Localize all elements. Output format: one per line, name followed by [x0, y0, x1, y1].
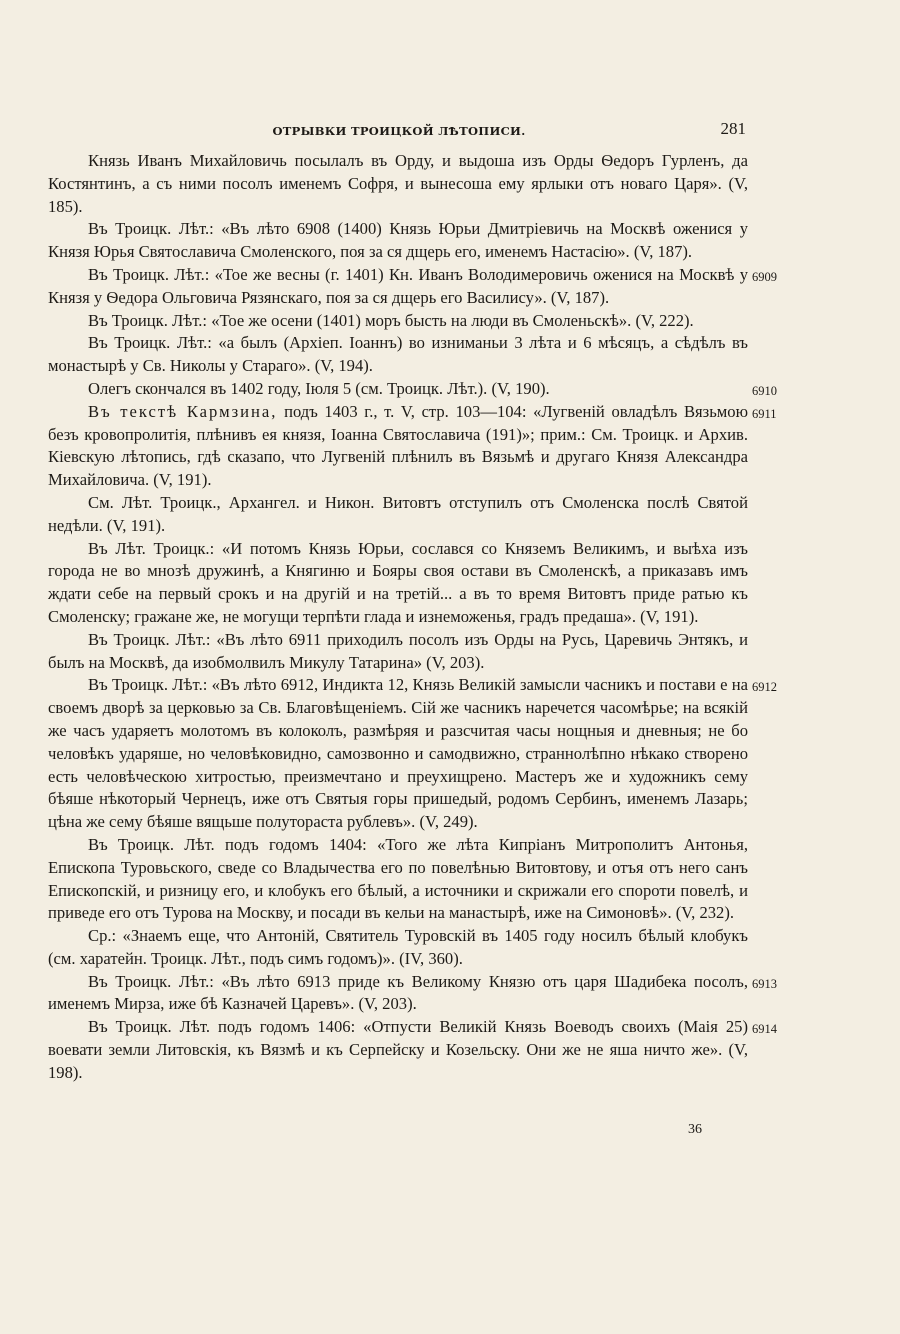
- paragraph: [48, 674, 777, 834]
- paragraph-text: Князь Иванъ Михайловичь посылалъ въ Орду, и выдоша изъ Орды Ѳедоръ Гурленъ, да Костянтинъ, а съ ними посолъ именемъ Софря, и вынесоша ему ярлыки отъ новаго Царя». (V, 185).: [48, 151, 748, 216]
- paragraph-text: Въ Троицк. Лѣт.: «Въ лѣто 6908 (1400) Князь Юрьи Дмитріевичь на Москвѣ оженися у Князя Юрья Святославича Смоленского, поя за ся дщерь его, именемъ Настасію». (V, 187).: [48, 219, 748, 262]
- paragraph-text: Въ Троицк. Лѣт.: «Въ лѣто 6912, Индикта 12, Князь Великій замысли часникъ и постави е на своемъ дворѣ за церковью за Св. Благовѣщеніемъ. Сій же часникъ наречется часомѣрье; на всякій же часъ ударяетъ молотомъ въ колоколъ, размѣряя и разсчитая часы нощныя и дневныя; не бо человѣкъ ударяше, но человѣковидно, самозвонно и самодвижно, страннолѣпно нѣкако створено есть человѣческою хитростью, преизмечтано и преухищрено. Мастеръ же и художникъ сему бѣяше нѣкоторый Чернецъ, иже отъ Святыя горы пришедый, родомъ Сербинъ, именемъ Лазарь; цѣна же сему бѣяше вящьше полутораста рублевъ». (V, 249).: [48, 675, 748, 832]
- page-number: 281: [720, 119, 746, 138]
- paragraph: [48, 834, 748, 925]
- margin-year-note: 6910: [752, 383, 777, 398]
- paragraph: [48, 332, 748, 378]
- paragraph-text: Олегъ скончался въ 1402 году, Іюля 5 (см. Троицк. Лѣт.). (V, 190).: [88, 378, 550, 398]
- paragraph-text: Въ Троицк. Лѣт.: «Въ лѣто 6913 приде къ Великому Князю отъ царя Шадибека посолъ, именемъ Мирза, иже бѣ Казначей Царевъ». (V, 203).: [48, 971, 748, 1014]
- printer-signature-mark: 36: [688, 1122, 702, 1137]
- paragraph: [48, 971, 777, 1017]
- paragraph: [48, 925, 748, 971]
- margin-year-note: 6914: [752, 1022, 777, 1037]
- page-header: [48, 117, 750, 143]
- paragraph-text: Въ Троицк. Лѣт.: «Въ лѣто 6911 приходилъ посолъ изъ Орды на Русь, Царевичь Энтякъ, и былъ на Москвѣ, да изобмолвилъ Микулу Татарина» (V, 203).: [48, 629, 748, 672]
- paragraph: [48, 264, 777, 310]
- paragraph-text: Въ Троицк. Лѣт.: «а былъ (Архіеп. Іоаннъ) во изниманьи 3 лѣта и 6 мѣсяцъ, а сѣдѣлъ въ монастырѣ у Св. Николы у Стараго». (V, 194).: [48, 333, 748, 376]
- paragraph-text: Въ Лѣт. Троицк.: «И потомъ Князь Юрьи, сослався со Княземъ Великимъ, и выѣха изъ города не во мнозѣ дружинѣ, а Княгиню и Бояры своя остави въ Смоленскѣ, а приказавъ имъ ждати себе на первый срокъ и на другій и на третій... а въ то время Витовтъ приде ратью къ Смоленску; гражане же, не могущи терпѣти глада и изнеможенья, градъ предаша». (V, 191).: [48, 538, 748, 626]
- margin-year-note: 6909: [752, 269, 777, 284]
- margin-year-note: 6912: [752, 680, 777, 695]
- paragraph: [48, 1016, 777, 1084]
- paragraph: [48, 401, 777, 492]
- margin-year-note: 6913: [752, 976, 777, 991]
- paragraph-text: Въ Троицк. Лѣт. подъ годомъ 1406: «Отпусти Великій Князь Воеводъ своихъ (Маія 25) воевати земли Литовскія, къ Вязмѣ и къ Серпейску и Козельску. Они же не яша ничто же». (V, 198).: [48, 1017, 748, 1082]
- paragraph: [48, 492, 748, 538]
- paragraph: [48, 629, 748, 675]
- paragraph-text: Въ Троицк. Лѣт.: «Тое же весны (г. 1401) Кн. Иванъ Володимеровичь оженися на Москвѣ у Князя у Ѳедора Ольговича Рязянскаго, поя за ся дщерь его Василису». (V, 187).: [48, 264, 748, 307]
- paragraph-text: Въ Троицк. Лѣт. подъ годомъ 1404: «Того же лѣта Кипріанъ Митрополитъ Антонья, Епископа Туровьского, сведе со Владычества его по повелѣнью Витовтову, и отъя отъ него санъ Епископскій, и ризницу его, и клобукъ его бѣлый, а источники и скрижали его спороти повелѣ, и приведе его отъ Турова на Москву, и посади въ кельи на манастырѣ, иже на Симоновѣ». (V, 232).: [48, 834, 748, 923]
- paragraph: [48, 310, 748, 333]
- paragraph: [48, 378, 777, 401]
- body-text: [48, 150, 777, 1085]
- paragraph-text: Въ текстѣ Кармзина, подъ 1403 г., т. V, стр. 103—104: «Лугвеній овладѣлъ Вязьмою безъ кровопролитія, плѣнивъ ея князя, Іоанна Святославича (191)»; прим.: См. Троицк. и Архив. Кіевскую лѣтопись, гдѣ сказапо, что Лугвеній плѣнилъ въ Вязьмѣ и другаго Князя Александра Михайловича. (V, 191).: [48, 401, 748, 490]
- running-title: ОТРЫВКИ ТРОИЦКОЙ ЛѢТОПИСИ.: [272, 124, 526, 138]
- paragraph: [48, 538, 748, 629]
- paragraph: [48, 150, 748, 218]
- paragraph-text: См. Лѣт. Троицк., Архангел. и Никон. Витовтъ отступилъ отъ Смоленска послѣ Святой недѣли. (V, 191).: [48, 492, 748, 535]
- paragraph-text: Въ Троицк. Лѣт.: «Тое же осени (1401) моръ бысть на люди въ Смоленьскѣ». (V, 222).: [88, 310, 694, 330]
- paragraph-text: Ср.: «Знаемъ еще, что Антоній, Святитель Туровскій въ 1405 году носилъ бѣлый клобукъ (см. харатейн. Троицк. Лѣт., подъ симъ годомъ)». (IV, 360).: [48, 926, 748, 968]
- paragraph: [48, 218, 748, 264]
- margin-year-note: 6911: [752, 406, 777, 421]
